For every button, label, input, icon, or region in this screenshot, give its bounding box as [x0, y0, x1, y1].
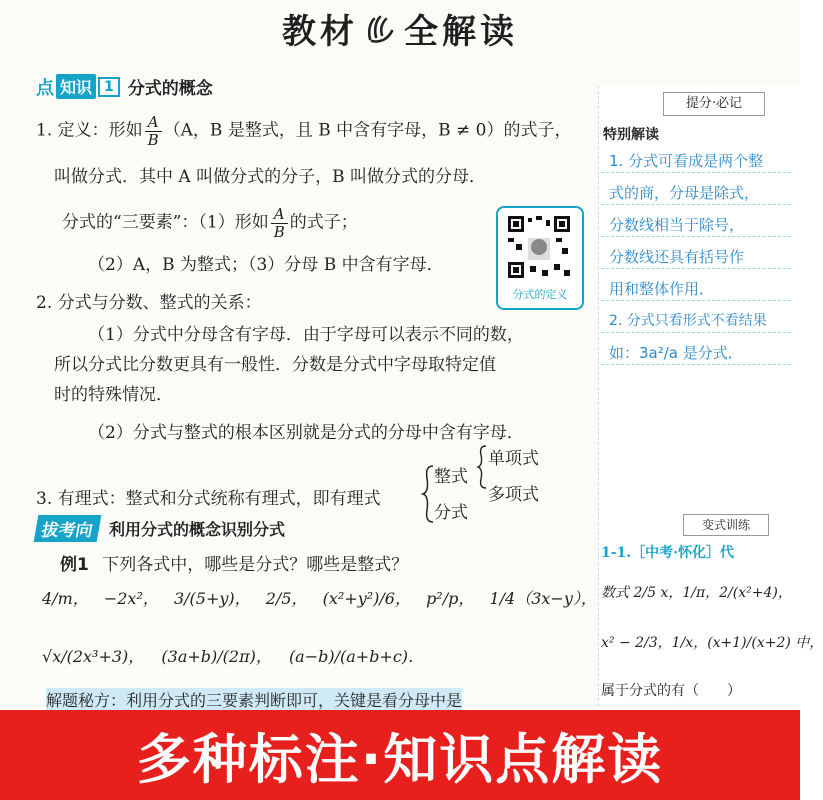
sidebar-tag: 提分·必记	[663, 92, 765, 116]
item2-para-1: （1）分式中分母含有字母．由于字母可以表示不同的数，	[88, 325, 524, 345]
expr-7: 1/4（3x−y），	[489, 589, 597, 608]
notes-title: 特别解读	[603, 127, 659, 143]
ruled-line	[601, 172, 791, 173]
ruled-line	[601, 268, 791, 269]
definition-line	[36, 114, 572, 148]
promo-banner	[0, 710, 800, 800]
expr-4: 2/5，	[265, 589, 308, 608]
knowledge-badge	[36, 75, 120, 99]
training-line-1: 1-1.［中考·怀化］代	[601, 545, 735, 561]
ruled-line	[601, 236, 791, 237]
note-line-2: 式的商，分母是除式，	[609, 184, 760, 202]
header-title-left: 教材	[282, 11, 358, 52]
page-header	[0, 0, 800, 56]
item2-para-2: 所以分式比分数更具有一般性．分数是分式中字母取特定值	[54, 355, 496, 375]
expression-row-2	[42, 644, 424, 667]
fraction-denominator-2: B	[273, 222, 285, 241]
three-elements-suffix: 的式子；	[289, 212, 358, 233]
expression-row-1	[42, 586, 597, 609]
knowledge-heading	[36, 74, 213, 99]
ruled-line	[601, 300, 791, 301]
banner-text: 多种标注·知识点解读	[136, 727, 664, 791]
expr-3: 3/(5+y)，	[173, 589, 251, 608]
exam-badge: 拔考向	[34, 515, 102, 542]
qr-code-icon[interactable]	[506, 214, 572, 280]
training-line-3: x² − 2/3，1/x，(x+1)/(x+2) 中，	[601, 635, 823, 651]
expr-1: 4/m，	[42, 589, 89, 608]
badge-dot: 点	[36, 77, 54, 99]
ruled-line	[601, 204, 791, 205]
exam-heading	[36, 514, 285, 542]
definition-suffix: （A，B 是整式，且 B 中含有字母，B ≠ 0）的式子，	[163, 120, 572, 141]
note-line-4: 分数线还具有括号作	[609, 248, 745, 266]
expr-10: (a−b)/(a+b+c)．	[288, 647, 425, 666]
expr-8: √x/(2x³+3)，	[42, 647, 145, 666]
note-line-3: 分数线相当于除号，	[609, 216, 745, 234]
training-line-2: 数式 2/5 x，1/π，2/(x²+4)，	[601, 585, 792, 601]
fenshi-label: 分式	[434, 503, 468, 523]
brace-icon	[421, 464, 435, 524]
three-elements-line	[62, 206, 358, 240]
zhengshi-label: 整式	[434, 467, 468, 487]
expr-9: (3a+b)/(2π)，	[161, 647, 272, 666]
expr-2: −2x²，	[103, 589, 159, 608]
qr-code-card[interactable]	[496, 206, 584, 310]
item3-line: 3. 有理式：整式和分式统称有理式，即有理式	[36, 489, 381, 509]
hand-icon	[364, 11, 398, 45]
expr-6: p²/p，	[426, 589, 475, 608]
header-title-right: 全解读	[404, 11, 518, 52]
example-text: 下列各式中，哪些是分式？哪些是整式？	[102, 555, 409, 575]
expr-5: (x²+y²)/6，	[322, 589, 411, 608]
brace-icon-small	[476, 444, 488, 490]
danxiang-label: 单项式	[488, 449, 539, 469]
knowledge-title: 分式的概念	[127, 79, 213, 99]
item2-title: 2. 分式与分数、整式的关系：	[36, 293, 262, 313]
three-elements-line-2: （2）A，B 为整式；（3）分母 B 中含有字母．	[88, 255, 444, 275]
note-line-6: 2. 分式只看形式不看结果	[609, 313, 767, 329]
ruled-line	[601, 364, 791, 365]
main-column	[36, 66, 597, 710]
definition-line-2: 叫做分式．其中 A 叫做分式的分子，B 叫做分式的分母．	[54, 167, 486, 187]
ruled-line	[601, 332, 791, 333]
duoxiang-label: 多项式	[488, 485, 539, 505]
training-line-4: 属于分式的有（ ）	[601, 683, 741, 699]
note-line-5: 用和整体作用．	[609, 280, 715, 298]
note-line-7: 如：3a²/a 是分式．	[609, 344, 743, 362]
solution-tip: 解题秘方：利用分式的三要素判断即可，关键是看分母中是	[46, 688, 462, 711]
fraction-denominator: B	[147, 130, 159, 149]
qr-label: 分式的定义	[512, 288, 568, 301]
exam-title: 利用分式的概念识别分式	[109, 519, 286, 539]
badge-number: 1	[98, 77, 120, 97]
example-line	[60, 550, 408, 575]
fraction-numerator: A	[145, 114, 162, 132]
item2-para-4: （2）分式与整式的根本区别就是分式的分母中含有字母．	[88, 423, 524, 443]
fraction-a-over-b	[145, 114, 162, 148]
fraction-numerator-2: A	[271, 206, 288, 224]
definition-prefix: 1. 定义：形如	[36, 120, 143, 141]
sidebar-notes	[598, 86, 823, 706]
badge-text: 知识	[56, 74, 96, 99]
example-label: 例1	[60, 555, 89, 575]
three-elements-prefix: 分式的“三要素”：（1）形如	[62, 212, 269, 233]
item2-para-3: 时的特殊情况．	[54, 385, 173, 405]
training-tag: 变式训练	[683, 514, 769, 536]
note-line-1: 1. 分式可看成是两个整	[609, 152, 764, 170]
fraction-a-over-b-2	[271, 206, 288, 240]
